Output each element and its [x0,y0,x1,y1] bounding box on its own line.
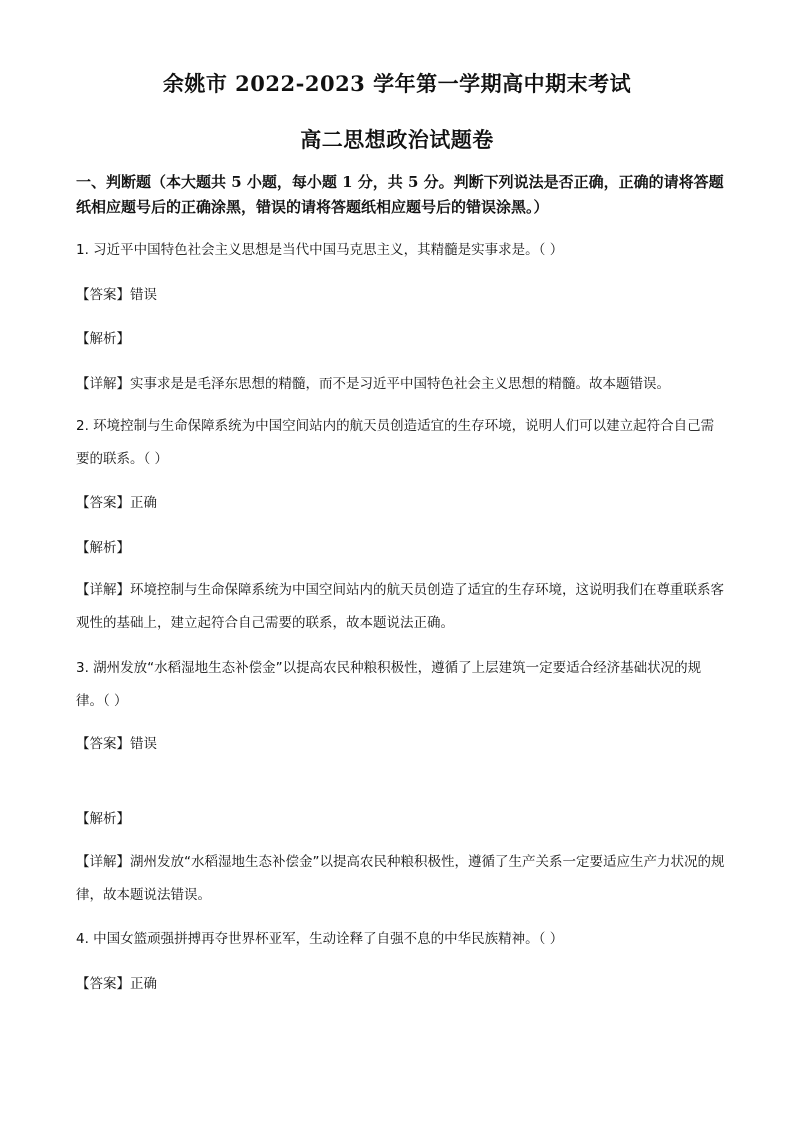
detail-label: 【详解】 [76,582,130,598]
question-2-analysis: 【解析】 [76,540,130,556]
detail-label: 【详解】 [76,376,130,392]
question-1-detail [76,373,736,395]
exam-subtitle: 高二思想政治试题卷 [300,127,494,152]
detail-text: 环境控制与生命保障系统为中国空间站内的航天员创造了适宜的生存环境，这说明我们在尊重联系客观性的基础上，建立起符合自己需要的联系，故本题说法正确。 [76,582,724,631]
detail-text: 实事求是是毛泽东思想的精髓，而不是习近平中国特色社会主义思想的精髓。故本题错误。 [130,376,670,392]
question-3-detail [76,846,726,912]
question-3-answer [76,733,736,755]
answer-value: 正确 [130,495,157,511]
answer-value: 错误 [130,287,157,303]
detail-label: 【详解】 [76,854,130,870]
question-2-stem: 2. 环境控制与生命保障系统为中国空间站内的航天员创造适宜的生存环境，说明人们可以建立起符合自己需要的联系。（ ） [76,418,715,467]
question-3-analysis: 【解析】 [76,811,130,827]
answer-label: 【答案】 [76,495,130,511]
question-1-stem: 1. 习近平中国特色社会主义思想是当代中国马克思主义，其精髓是实事求是。（ ） [76,242,564,258]
section-heading: 一、判断题（本大题共 5 小题，每小题 1 分，共 5 分。判断下列说法是否正确，正确的请将答题纸相应题号后的正确涂黑，错误的请将答题纸相应题号后的错误涂黑。） [76,173,724,216]
question-4-answer [76,973,736,995]
question-1-answer [76,284,736,306]
question-2-answer [76,492,736,514]
question-2-detail [76,574,726,640]
exam-title: 余姚市 2022-2023 学年第一学期高中期末考试 [162,71,632,96]
answer-value: 错误 [130,736,157,752]
answer-label: 【答案】 [76,736,130,752]
detail-text: 湖州发放“水稻湿地生态补偿金”以提高农民种粮积极性，遵循了生产关系一定要适应生产力状况的规律，故本题说法错误。 [76,854,725,903]
question-3-stem: 3. 湖州发放“水稻湿地生态补偿金”以提高农民种粮积极性，遵循了上层建筑一定要适合经济基础状况的规律。（ ） [76,660,702,709]
question-4-stem: 4. 中国女篮顽强拼搏再夺世界杯亚军，生动诠释了自强不息的中华民族精神。（ ） [76,931,564,947]
question-1-analysis: 【解析】 [76,331,130,347]
answer-label: 【答案】 [76,976,130,992]
answer-label: 【答案】 [76,287,130,303]
answer-value: 正确 [130,976,157,992]
